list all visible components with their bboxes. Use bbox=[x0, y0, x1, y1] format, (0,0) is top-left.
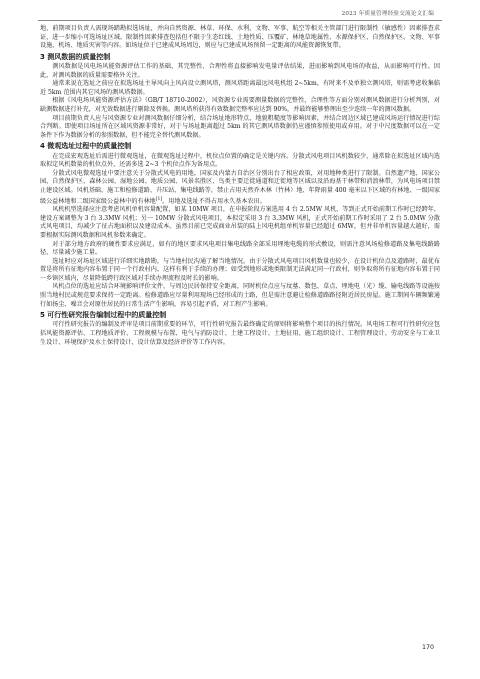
paragraph: 对于部分地方政府的硬性要求应满足，如有的地区要求风电项目集电线路全部采用埋地电缆的形式敷设，则需注意风场检修道路及集电线路路径，尽量减少施工量。 bbox=[40, 240, 440, 257]
paragraph: 可行性研究报告的编制及评审是项目前期重要的环节，可行性研究报告最终确定的原则将影响整个项目的执行情况。风电场工程可行性研究应包括风能资源评估、工程地质评价、工程规模与布置、电气与消防设计、土建工程设计、土地征用、施工组织设计、工程管理设计、劳动安全与工业卫生设计、环境保护及水土保持设计、设计估算及经济评价等工作内容。 bbox=[40, 321, 440, 346]
paragraph: 项目前期负责人应与风资源专业对测风数据仔细分析，结合场址地形特点、地貌粗糙度等影响因素，并结合周边区域已建成风场运行情况进行综合判断。即使项目场址所在区域风资源非常好，对于与场址距离超过 5km 的其它测风塔数据仍应谨慎参照使用或弃用。对于中尺度数据可以在一定条件下作为数据分析的参照数据，但不能完全替代测风数据。 bbox=[40, 114, 440, 139]
page-number: 170 bbox=[421, 644, 434, 651]
paragraph: 根据《风电场风能资源评估方法》（GB/T 18710-2002），风资源专业需要测量数据的完整性、合理性等方面分别对测风数据进行分析判别，对缺测数据进行补充，对无效数据进行剔除及替换。测风塔所获得有效数据完整率应达到 90%，并最终能够整理出至少连续一年的测风数据。 bbox=[40, 97, 440, 113]
paragraph-text: 分散式风电微观选址中要注意关于分散式风电的用地。国家及内蒙古自治区分别出台了相应政策，对用地种类进行了限制。自然遗产地、国家公园、自然保护区、森林公园、湿地公园、地质公园、风景名胜区、鸟类主要迁徙通道和迁徙地等区域以及沿海基干林带和消浪林带，为风电场项目禁止建设区域。风机基础、施工和检修道路、升压站、集电线路等，禁止占用天然乔木林（竹林）地、年降雨量 400 毫米以下区域的有林地、一级国家级公益林地和二级国家级公益林中的有林地 bbox=[40, 169, 440, 205]
paragraph: 地，前期项目负责人需现场踏勘拟选场址，并向自然资源、林草、环保、水利、文物、军事、航空等相关主管部门进行限制性（敏感性）因素排查求证，进一步缩小可选场址区域。限制性因素排查包括但不限于生态红线、土地性质、压覆矿、林地草地属性、水源保护区、自然保护区、文物、军事设施、机场、地质灾害等内容。如场址位于已建成风场周边，则应与已建成风场预留一定距离的风能资源恢复带。 bbox=[40, 25, 440, 50]
citation-ref: [1] bbox=[155, 196, 163, 202]
article-body bbox=[40, 25, 440, 347]
paragraph: 在完成宏观选址后需进行微观选址，在微观选址过程中，机位点位置的确定是关键内容。分散式风电项目风机数较少，通常除在拟选址区域内选取拟定风机数量的机位点外，还需多选 2~3 个机位点作为备用点。 bbox=[40, 152, 440, 169]
section-heading-3: 3 测风数据的质量控制 bbox=[40, 52, 111, 61]
paragraph bbox=[40, 170, 440, 206]
paragraph: 选址时应对场址区域进行详细实地踏勘，与当地村民沟通了解当地情况。由于分散式风电项目风机数量也较少，在设计机位点及道路时，最优布置是将所有征地内容布置于同一个行政村内，这样有利于手续的办理；如受到地形或地类限制无法满足同一行政村，则争取将所有征地内容布置于同一乡镇区域内，尽量降低跨行政区域对手续办理流程及时长的影响。 bbox=[40, 257, 440, 282]
paragraph: 风机机型选择应注意考虑风机单机容量配置，如某 10MW 项目，在申报阶段方案选用 4 台 2.5MW 风机，等到正式开始前期工作时已经跨年，建设方案调整为 3 台 3.3MW 风机；另一 10MW 分散式风电项目，本拟定采用 3 台 3.3MW 风机，正式开始前期工作时采用了 2 台 5.0MW 分散式风电项目，均减少了征占地面积以及建设成本。虽然目前已完成商业吊装的陆上风电机组单机容量已经超过 6MW，但并非单机容量越大越好，需要根据实际测风数据和风机参数来确定。 bbox=[40, 206, 440, 239]
paragraph: 测风数据是风电场风能资源评估工作的基础，其完整性、合理性将直接影响发电量评估结果，进而影响到风电场的收益，从而影响可行性。因此，对测风数据的质量需要格外关注。 bbox=[40, 62, 440, 79]
paragraph: 风机点位的选址应结合环境影响评价文件，与周边民居保持安全距离，同时机位点应与坟墓、数包、草点、埋地电（光）缆、输电线路等设施按照当地村民或规范要求保持一定距离。检修道路应尽量利用现场已经形成的土路，但是需注意避让检修道路路径附近居民房屋。施工期间车辆频繁通行如扬尘、噪音会对原住居民的日常生活产生影响，容易引起矛盾，对工程产生影响。 bbox=[40, 283, 440, 308]
paragraph: 通常来说在选址之前应在拟选场址主导风向上风向设立测风塔，测风塔距离最远风电机组 2~5km，有时来不及单独立测风塔，则需考虑收集临近 5km 范围内其它风场的测风塔数据。 bbox=[40, 80, 440, 96]
paragraph-text: 。用地及选址不得占用永久基本农田。 bbox=[162, 197, 266, 205]
running-head: 2023 年质量管理经验交流论文汇编 bbox=[341, 11, 434, 17]
header-rule bbox=[38, 20, 442, 21]
section-heading-4: 4 微观选址过程中的质量控制 bbox=[40, 142, 132, 151]
section-heading-5: 5 可行性研究报告编制过程中的质量控制 bbox=[40, 311, 167, 320]
